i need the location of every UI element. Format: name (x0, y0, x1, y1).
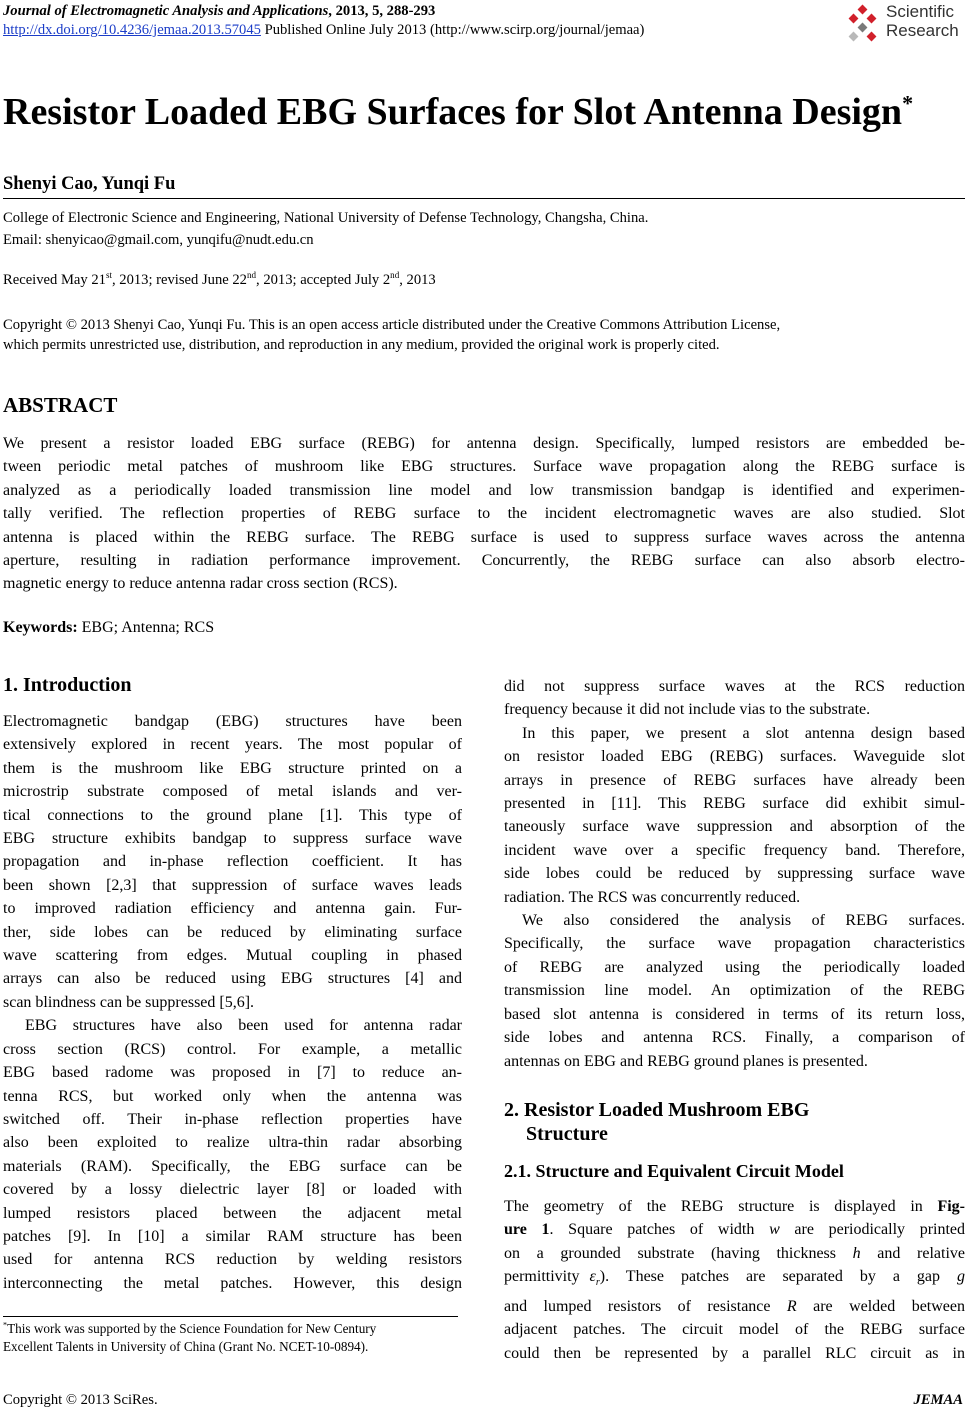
affiliation: College of Electronic Science and Engineering, National University of Defense Technology, Changsha, China. (3, 210, 649, 226)
title-footnote-mark: * (902, 90, 914, 116)
logo-text-line1: Scientific (886, 2, 955, 21)
journal-name: Journal of Electromagnetic Analysis and Applications (3, 3, 329, 19)
text-line: scan blindness can be suppressed [5,6]. (3, 993, 255, 1011)
section-2-heading-line-1: 2. Resistor Loaded Mushroom EBG (504, 1099, 810, 1121)
abstract-line: We present a resistor loaded EBG surface (REBG) for antenna design. Specifically, lumped resistors are embedded be- (3, 435, 965, 452)
copyright-license (3, 315, 965, 355)
keywords-list: EBG; Antenna; RCS (77, 619, 215, 636)
text-line: materials (RAM). Specifically, the EBG surface can be (3, 1157, 462, 1175)
keywords (3, 616, 214, 639)
text-line: switched off. Their in-phase reflection properties have (3, 1110, 462, 1128)
abstract-body (3, 432, 965, 596)
text-line: tical connections to the ground plane [1]. This type of (3, 806, 462, 824)
abstract-line: tween periodic metal patches of mushroom like EBG structures. Surface wave propagation along the REBG surface is (3, 458, 965, 476)
symbol-w: w (769, 1221, 780, 1239)
text-line: to improved radiation efficiency and antenna gain. Fur- (3, 900, 462, 918)
intro-paragraph-2 (3, 1014, 462, 1295)
intro-paragraph-1 (3, 710, 462, 1014)
text-line: could then be represented by a parallel RLC circuit as in (504, 1344, 965, 1362)
text-line: EBG based radome was proposed in [7] to reduce an- (3, 1064, 462, 1082)
figure-ref: ure 1 (504, 1221, 550, 1239)
footnote-rule (3, 1316, 458, 1317)
text-line: on resistor loaded EBG (REBG) surfaces. Waveguide slot (504, 748, 965, 766)
authors: Shenyi Cao, Yunqi Fu (3, 174, 176, 194)
symbol-h: h (852, 1244, 861, 1262)
text-line (504, 1295, 965, 1318)
scientific-research-logo (846, 2, 968, 42)
text-span: are welded between (796, 1297, 965, 1315)
text-line: cross section (RCS) control. For example, a metallic (3, 1040, 462, 1058)
copyright-line-2: which permits unrestricted use, distribution, and reproduction in any medium, provided the original work is properly cited. (3, 337, 720, 353)
journal-volume: , 2013, 5, 288-293 (328, 3, 436, 19)
text-line: incident wave over a specific frequency band. Therefore, (504, 841, 965, 859)
figure-ref: Fig- (937, 1198, 965, 1215)
copyright-line-1: Copyright © 2013 Shenyi Cao, Yunqi Fu. This is an open access article distributed under the Creative Commons Attribution License, (3, 317, 781, 333)
abstract-heading: ABSTRACT (3, 393, 118, 417)
text-line: covered by a lossy dielectric layer [8] or loaded with (3, 1181, 462, 1199)
text-line: transmission line model. An optimization of the REBG (504, 982, 965, 1000)
footer-journal: JEMAA (913, 1392, 963, 1408)
text-line: wave scattering from edges. Mutual coupling in phased (3, 947, 462, 965)
received-dates (3, 270, 436, 290)
text-line: arrays in presence of REBG surfaces have already been (504, 771, 965, 789)
text-line: used for antenna RCS reduction by welding resistors (3, 1251, 462, 1269)
symbol-g: g (957, 1268, 965, 1286)
published-online: Published Online July 2013 (http://www.scirp.org/journal/jemaa) (260, 22, 645, 38)
section-2-1-paragraph (504, 1195, 965, 1365)
footnote-line-1: This work was supported by the Science Foundation for New Century (7, 1321, 377, 1336)
symbol-epsilon: ε (589, 1268, 596, 1286)
text-line (504, 1195, 965, 1218)
logo-text-line2: Research (886, 21, 959, 40)
symbol-r: R (786, 1297, 797, 1315)
text-line: lumped resistors placed between the adjacent metal (3, 1204, 462, 1222)
text-line: been shown [2,3] that suppression of surface waves leads (3, 876, 462, 894)
received-c: , 2013; accepted July 2 (256, 272, 391, 288)
paper-title (3, 88, 913, 136)
text-line: frequency because it did not include vias to the substrate. (504, 701, 871, 719)
received-a: Received May 21 (3, 272, 106, 288)
text-span: permittivity (504, 1268, 580, 1286)
footnote-line-2: Excellent Talents in University of China (Grant No. NCET-10-0894). (3, 1339, 369, 1354)
abstract-line: antenna is placed within the REBG surface. The REBG surface is used to suppress surface waves across the antenna (3, 528, 965, 546)
journal-header (3, 2, 833, 40)
text-line: also been exploited to realize ultra-thin radar absorbing (3, 1134, 462, 1152)
intro-paragraph-4 (504, 722, 965, 909)
symbol-epsilon-subscript: r (595, 1277, 600, 1289)
logo-mark-icon (846, 6, 880, 40)
text-line: EBG structure exhibits bandgap to suppress surface wave (3, 830, 462, 848)
text-line: We also considered the analysis of REBG surfaces. (522, 912, 965, 930)
text-span: and relative (860, 1244, 965, 1262)
text-line: interconnecting the metal patches. However, this design (3, 1274, 462, 1292)
text-span: and lumped resistors of resistance (504, 1297, 787, 1315)
text-line: In this paper, we present a slot antenna design based (522, 724, 965, 742)
text-span: ). These patches are separated by a gap (599, 1268, 957, 1286)
footer-copyright: Copyright © 2013 SciRes. (3, 1392, 158, 1408)
text-line: taneously surface wave suppression and absorption of the (504, 818, 965, 836)
keywords-label: Keywords: (3, 619, 78, 636)
received-a-sup: st (105, 270, 112, 281)
text-line: Specifically, the surface wave propagation characteristics (504, 935, 965, 953)
received-b: , 2013; revised June 22 (111, 272, 247, 288)
section-2-1-heading: 2.1. Structure and Equivalent Circuit Model (504, 1161, 844, 1181)
text-line: arrays can also be reduced using EBG structures [4] and (3, 970, 462, 988)
text-line (504, 1242, 965, 1265)
author-rule (3, 198, 965, 199)
abstract-line: analyzed as a periodically loaded transmission line model and low transmission bandgap is identified and experimen- (3, 481, 965, 499)
text-line: microstrip substrate composed of metal islands and ver- (3, 783, 462, 801)
text-line: radiation. The RCS was concurrently reduced. (504, 888, 801, 906)
text-line: Electromagnetic bandgap (EBG) structures have been (3, 713, 462, 730)
doi-link[interactable]: http://dx.doi.org/10.4236/jemaa.2013.57045 (3, 22, 261, 38)
received-b-sup: nd (246, 270, 257, 281)
text-line: propagation and in-phase reflection coefficient. It has (3, 853, 462, 871)
received-d: , 2013 (399, 272, 436, 288)
text-line: side lobes could be reduced by suppressing surface wave (504, 865, 965, 883)
text-span: on a grounded substrate (having thickness (504, 1244, 853, 1262)
abstract-line: tally verified. The reflection properties of REBG surface to the incident electromagnetic waves are also studied. Slot (3, 505, 965, 523)
received-c-sup: nd (390, 270, 400, 281)
text-line: ther, side lobes can be reduced by eliminating surface (3, 923, 462, 941)
section-1-heading: 1. Introduction (3, 674, 132, 696)
intro-paragraph-3 (504, 675, 965, 722)
abstract-line: magnetic energy to reduce antenna radar cross section (RCS). (3, 575, 398, 593)
intro-paragraph-5 (504, 909, 965, 1073)
text-span: are periodically printed (779, 1221, 966, 1239)
section-2-heading (504, 1098, 809, 1146)
right-column-top (504, 675, 965, 1073)
section-2-heading-line-2: Structure (526, 1123, 608, 1145)
text-line: did not suppress surface waves at the RCS reduction (504, 678, 965, 695)
text-line: tenna RCS, but worked only when the antenna was (3, 1087, 462, 1105)
text-line: presented in [11]. This REBG surface did exhibit simul- (504, 795, 965, 813)
text-line: patches [9]. In [10] a similar RAM structure has been (3, 1227, 462, 1245)
email: Email: shenyicao@gmail.com, yunqifu@nudt.edu.cn (3, 232, 314, 248)
text-line: antennas on EBG and REBG ground planes is presented. (504, 1052, 868, 1070)
text-line: side lobes and antenna RCS. Finally, a comparison of (504, 1029, 965, 1047)
text-line: adjacent patches. The circuit model of the REBG surface (504, 1321, 965, 1339)
text-line: EBG structures have also been used for antenna radar (25, 1017, 462, 1035)
text-line (504, 1265, 965, 1295)
footnote-mark: * (3, 1320, 8, 1330)
text-span: The geometry of the REBG structure is displayed in (504, 1198, 938, 1215)
abstract-line: aperture, resulting in radiation performance improvement. Concurrently, the REBG surface can also absorb electro- (3, 552, 965, 570)
text-line: extensively explored in recent years. The most popular of (3, 736, 462, 754)
footnote (3, 1320, 462, 1356)
title-text: Resistor Loaded EBG Surfaces for Slot Antenna Design (3, 91, 903, 133)
text-line: of REBG are analyzed using the periodically loaded (504, 958, 965, 976)
text-span: . Square patches of width (549, 1221, 770, 1239)
text-line: them is the mushroom like EBG structure printed on a (3, 759, 462, 777)
left-column (3, 710, 462, 1295)
text-line: based slot antenna is considered in terms of its return loss, (504, 1005, 965, 1023)
text-line (504, 1218, 965, 1241)
